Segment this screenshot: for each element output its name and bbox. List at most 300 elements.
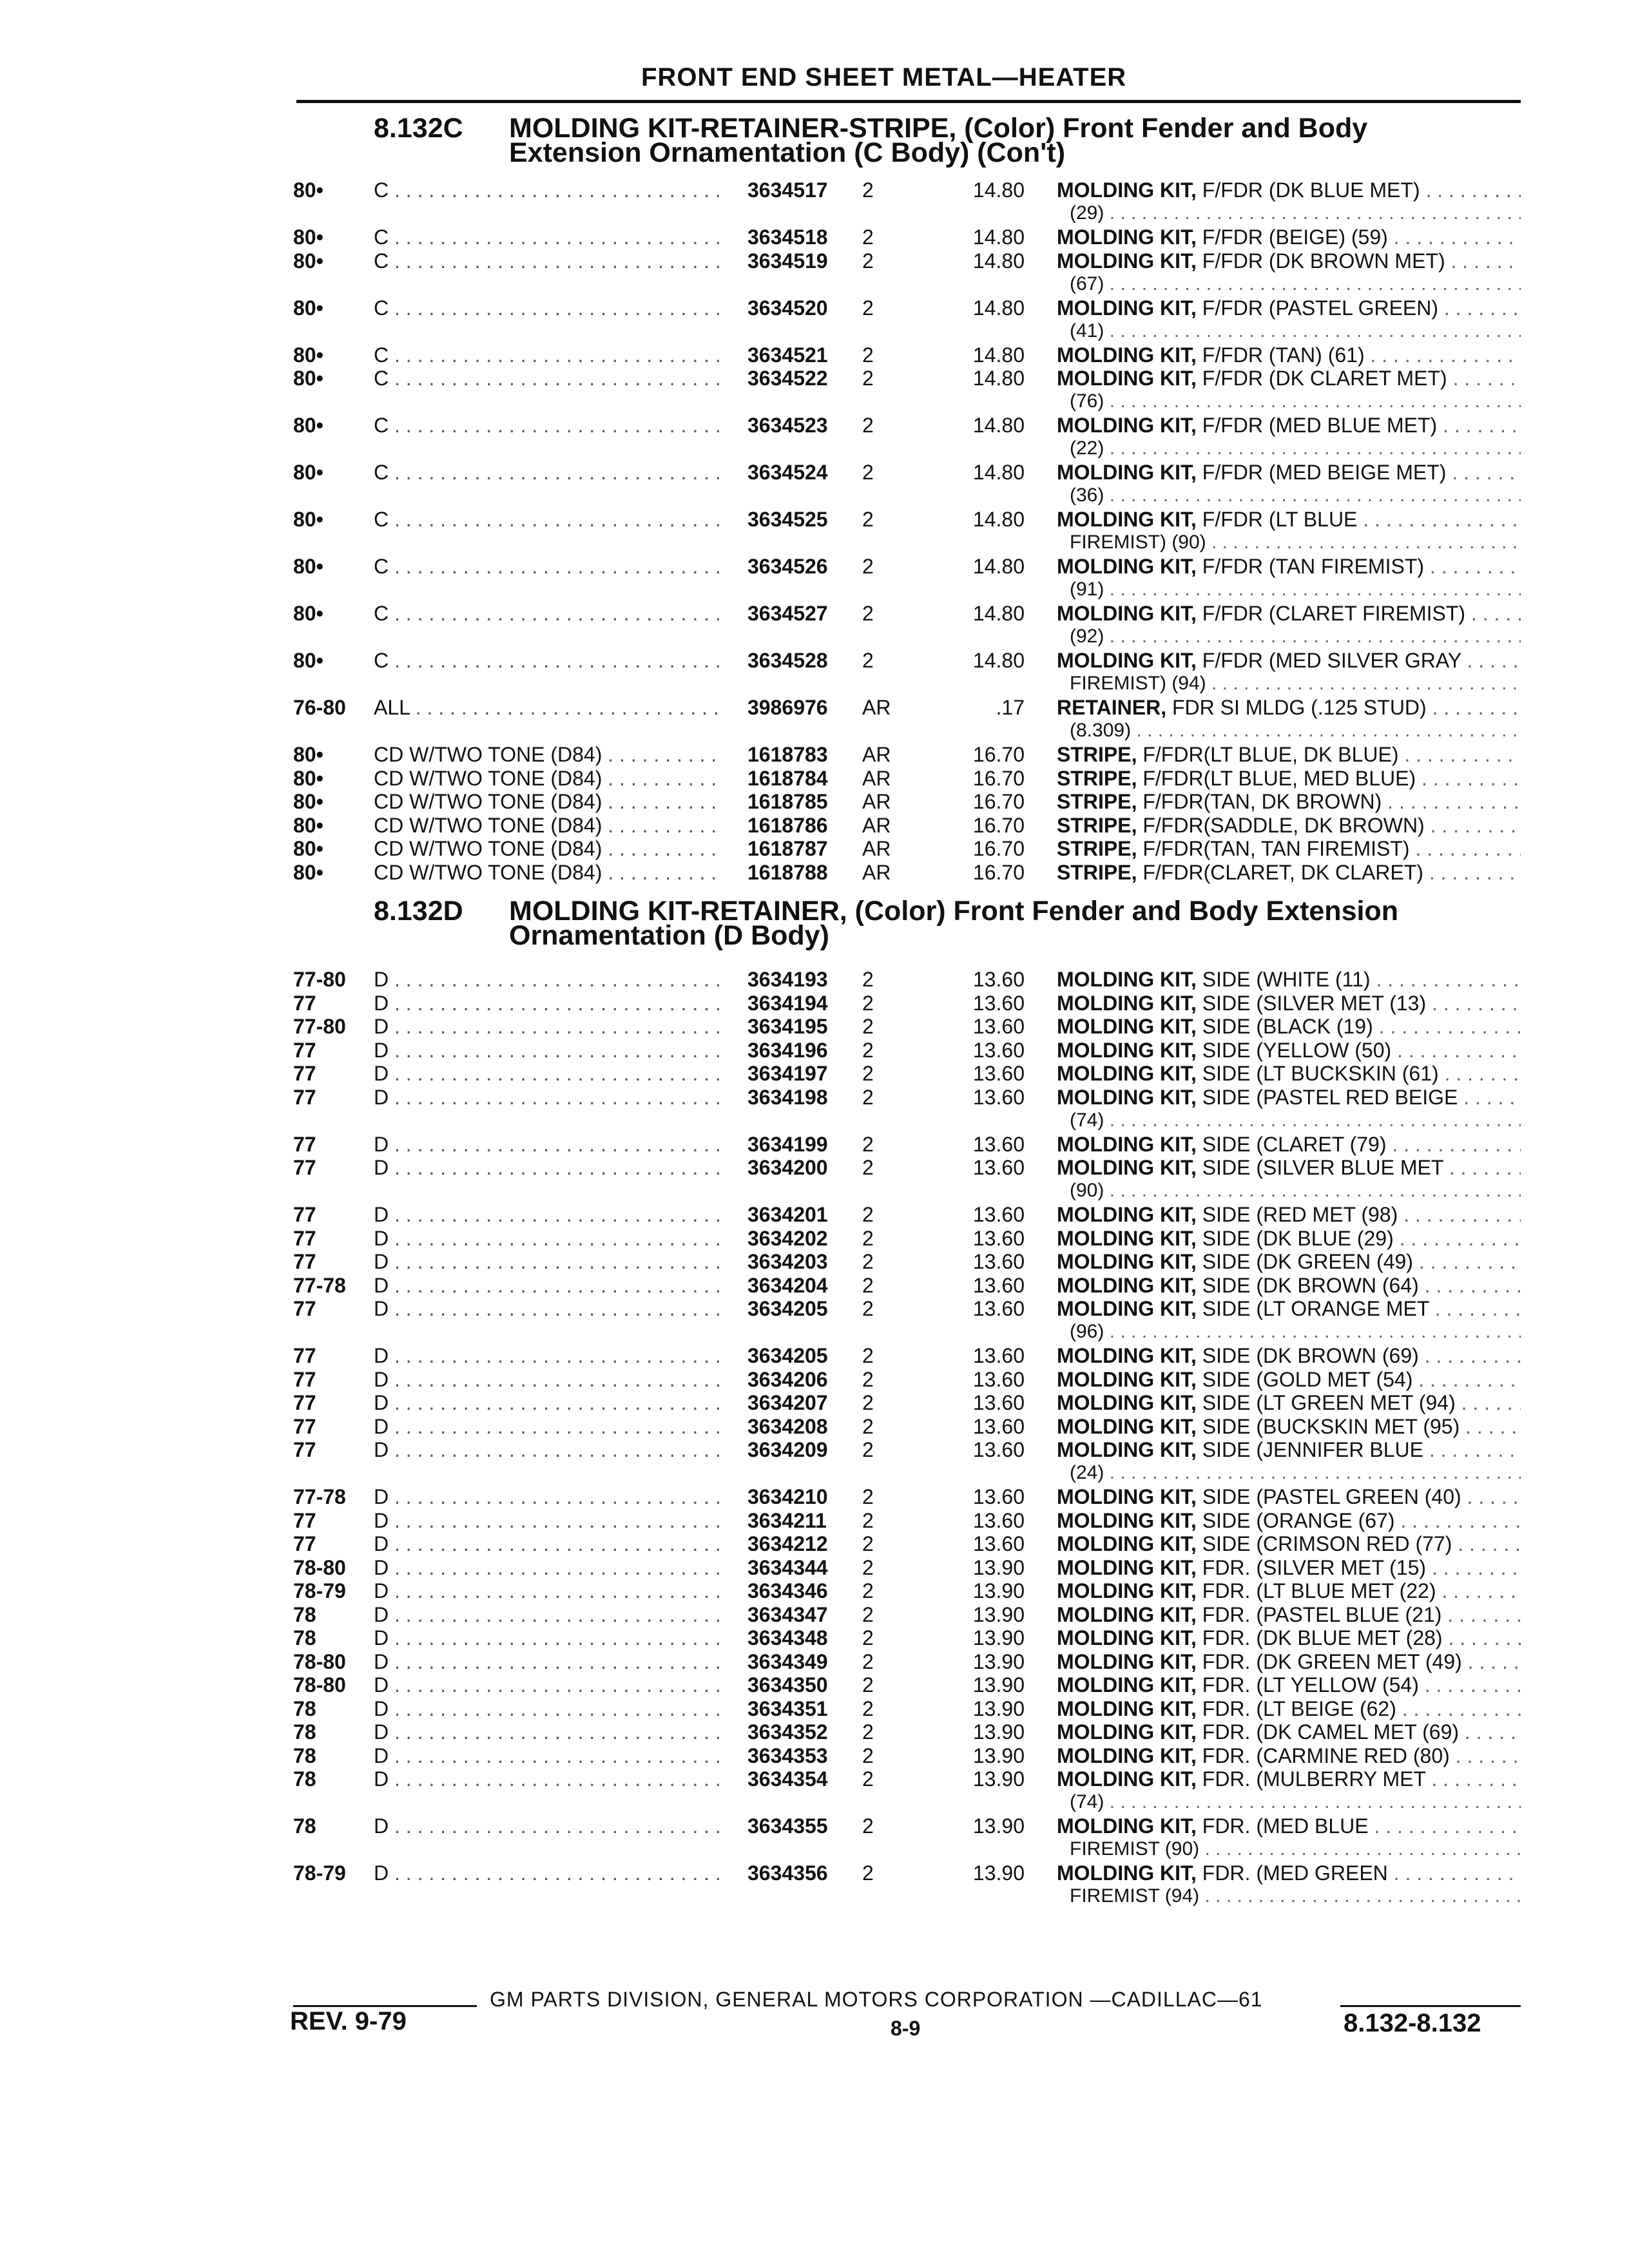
part-name: STRIPE, [1057, 837, 1137, 860]
part-number: 3986976 [747, 696, 828, 719]
list-price: 16.70 [972, 861, 1025, 884]
body-style: CD W/TWO TONE (D84) . . . [374, 837, 722, 860]
part-name: STRIPE, [1057, 814, 1137, 837]
part-number: 1618785 [747, 790, 828, 813]
part-row [0, 1368, 1629, 1391]
part-detail: FDR SI MLDG (.125 STUD) [1166, 696, 1427, 719]
part-detail: F/FDR (TAN) (61) [1196, 343, 1365, 367]
part-row [0, 461, 1629, 506]
list-price: 13.60 [972, 1532, 1025, 1555]
section-title-line1: MOLDING KIT-RETAINER, (Color) Front Fender and Body Extension [509, 896, 1398, 927]
section-title-line1: MOLDING KIT-RETAINER-STRIPE, (Color) Front Fender and Body [509, 113, 1368, 144]
quantity: 2 [862, 1673, 874, 1696]
body-style: D . . . [374, 992, 722, 1015]
body-style: D . . . [374, 1626, 722, 1649]
quantity: 2 [862, 508, 874, 531]
list-price: 13.90 [972, 1767, 1025, 1791]
part-row [0, 1250, 1629, 1273]
part-number: 3634205 [747, 1344, 828, 1367]
model-year: 80• [293, 861, 323, 884]
part-name: STRIPE, [1057, 767, 1137, 790]
quantity: AR [862, 790, 891, 813]
body-style: CD W/TWO TONE (D84) . . . [374, 814, 722, 837]
part-row [0, 1744, 1629, 1767]
model-year: 80• [293, 555, 323, 578]
part-number: 3634200 [747, 1156, 828, 1179]
part-description [1057, 861, 1521, 884]
part-number: 1618786 [747, 814, 828, 837]
body-style: D . . . [374, 1438, 722, 1461]
part-name: MOLDING KIT, [1057, 968, 1197, 991]
part-description [1057, 1133, 1521, 1156]
part-row [0, 1673, 1629, 1696]
part-name: MOLDING KIT, [1057, 1344, 1197, 1367]
footer-rule-right [1340, 2005, 1521, 2007]
part-row [0, 1415, 1629, 1438]
part-detail: FDR. (SILVER MET (15) [1196, 1556, 1427, 1579]
quantity: 2 [862, 1697, 874, 1720]
part-description [1057, 1438, 1521, 1461]
part-number: 3634523 [747, 414, 828, 437]
part-description-continued: (74) . . . [1070, 1791, 1521, 1814]
list-price: 13.90 [972, 1603, 1025, 1626]
part-detail: F/FDR (LT BLUE [1196, 508, 1358, 531]
part-row [0, 1767, 1629, 1812]
quantity: 2 [862, 1368, 874, 1391]
part-row [0, 1509, 1629, 1532]
list-price: 14.80 [972, 226, 1025, 249]
part-detail: F/FDR (MED BEIGE MET) [1196, 461, 1447, 484]
quantity: 2 [862, 1297, 874, 1320]
quantity: 2 [862, 1767, 874, 1791]
body-style: C . . . [374, 461, 722, 484]
list-price: 13.90 [972, 1861, 1025, 1885]
body-style: D . . . [374, 1156, 722, 1179]
part-detail: FDR. (DK GREEN MET (49) [1196, 1650, 1462, 1673]
part-number: 3634204 [747, 1274, 828, 1297]
part-name: STRIPE, [1057, 743, 1137, 766]
part-number: 3634194 [747, 992, 828, 1015]
part-row [0, 343, 1629, 367]
model-year: 78 [293, 1744, 316, 1767]
part-row [0, 1438, 1629, 1483]
part-row [0, 1203, 1629, 1226]
part-description [1057, 1603, 1521, 1626]
list-price: 13.90 [972, 1673, 1025, 1696]
part-number: 1618783 [747, 743, 828, 766]
part-description [1057, 1556, 1521, 1579]
part-row [0, 1603, 1629, 1626]
part-number: 1618784 [747, 767, 828, 790]
quantity: 2 [862, 1415, 874, 1438]
list-price: 13.60 [972, 1415, 1025, 1438]
body-style: C . . . [374, 414, 722, 437]
model-year: 80• [293, 296, 323, 320]
body-style: D . . . [374, 1720, 722, 1744]
list-price: 13.60 [972, 968, 1025, 991]
part-detail: FDR. (LT BEIGE (62) [1196, 1697, 1396, 1720]
part-name: MOLDING KIT, [1057, 555, 1197, 578]
part-row [0, 1156, 1629, 1201]
body-style: D . . . [374, 1814, 722, 1838]
part-description-continued: (8.309) . . . [1070, 719, 1521, 742]
part-row [0, 1579, 1629, 1602]
section-range: 8.132-8.132 [1344, 2009, 1481, 2037]
model-year: 80• [293, 461, 323, 484]
quantity: 2 [862, 555, 874, 578]
model-year: 77 [293, 1086, 316, 1109]
part-number: 3634352 [747, 1720, 828, 1744]
quantity: 2 [862, 1556, 874, 1579]
quantity: 2 [862, 1720, 874, 1744]
part-name: MOLDING KIT, [1057, 343, 1197, 367]
part-name: MOLDING KIT, [1057, 1814, 1197, 1838]
model-year: 77-80 [293, 968, 346, 991]
model-year: 80• [293, 743, 323, 766]
part-description-continued: (96) . . . [1070, 1320, 1521, 1343]
part-row [0, 296, 1629, 341]
part-number: 3634211 [747, 1509, 827, 1532]
quantity: AR [862, 696, 891, 719]
model-year: 77-78 [293, 1485, 346, 1508]
list-price: 16.70 [972, 837, 1025, 860]
list-price: 13.60 [972, 992, 1025, 1015]
model-year: 77 [293, 1438, 316, 1461]
part-number: 3634524 [747, 461, 828, 484]
quantity: 2 [862, 1203, 874, 1226]
list-price: 13.90 [972, 1697, 1025, 1720]
part-description [1057, 1391, 1521, 1414]
part-description [1057, 226, 1521, 249]
part-name: MOLDING KIT, [1057, 1039, 1197, 1062]
part-number: 3634525 [747, 508, 828, 531]
part-row [0, 1039, 1629, 1062]
part-name: MOLDING KIT, [1057, 1861, 1197, 1885]
part-detail: SIDE (CLARET (79) [1196, 1133, 1387, 1156]
part-number: 3634350 [747, 1673, 828, 1696]
part-description [1057, 1368, 1521, 1391]
body-style: C . . . [374, 343, 722, 367]
model-year: 80• [293, 414, 323, 437]
part-row [0, 1861, 1629, 1907]
part-detail: SIDE (YELLOW (50) [1196, 1039, 1392, 1062]
part-description-continued: FIREMIST (94) . . . [1070, 1885, 1521, 1908]
quantity: 2 [862, 1814, 874, 1838]
part-row [0, 1274, 1629, 1297]
part-number: 3634517 [747, 178, 828, 202]
model-year: 80• [293, 178, 323, 202]
body-style: D . . . [374, 1556, 722, 1579]
list-price: 13.90 [972, 1579, 1025, 1602]
body-style: D . . . [374, 1133, 722, 1156]
part-name: MOLDING KIT, [1057, 1603, 1197, 1626]
quantity: 2 [862, 178, 874, 202]
model-year: 78-79 [293, 1579, 346, 1602]
body-style: CD W/TWO TONE (D84) . . . [374, 790, 722, 813]
list-price: 14.80 [972, 461, 1025, 484]
part-row [0, 1626, 1629, 1649]
model-year: 80• [293, 249, 323, 273]
part-detail: SIDE (SILVER MET (13) [1196, 992, 1427, 1015]
part-number: 3634518 [747, 226, 828, 249]
list-price: 16.70 [972, 814, 1025, 837]
part-description [1057, 1250, 1521, 1273]
part-detail: F/FDR (CLARET FIREMIST) [1196, 602, 1466, 625]
part-description [1057, 1415, 1521, 1438]
part-detail: FDR. (PASTEL BLUE (21) [1196, 1603, 1442, 1626]
model-year: 78 [293, 1720, 316, 1744]
part-name: MOLDING KIT, [1057, 1250, 1197, 1273]
model-year: 77 [293, 1509, 316, 1532]
body-style: D . . . [374, 1368, 722, 1391]
quantity: 2 [862, 649, 874, 672]
part-row [0, 1391, 1629, 1414]
part-row [0, 249, 1629, 294]
list-price: 13.90 [972, 1556, 1025, 1579]
part-detail: SIDE (DK BROWN (64) [1196, 1274, 1419, 1297]
part-name: RETAINER, [1057, 696, 1167, 719]
body-style: C . . . [374, 602, 722, 625]
body-style: D . . . [374, 1697, 722, 1720]
part-description [1057, 1039, 1521, 1062]
part-detail: FDR. (LT BLUE MET (22) [1196, 1579, 1436, 1602]
body-style: D . . . [374, 968, 722, 991]
list-price: 13.60 [972, 1274, 1025, 1297]
list-price: 13.60 [972, 1227, 1025, 1250]
part-detail: SIDE (DK GREEN (49) [1196, 1250, 1413, 1273]
part-description [1057, 1650, 1521, 1673]
part-detail: F/FDR(SADDLE, DK BROWN) [1137, 814, 1425, 837]
part-description [1057, 1203, 1521, 1226]
part-description [1057, 249, 1521, 273]
part-description [1057, 1697, 1521, 1720]
part-detail: SIDE (PASTEL GREEN (40) [1196, 1485, 1461, 1508]
list-price: 13.60 [972, 1485, 1025, 1508]
part-detail: SIDE (ORANGE (67) [1196, 1509, 1395, 1532]
quantity: 2 [862, 1579, 874, 1602]
part-name: MOLDING KIT, [1057, 1532, 1197, 1555]
part-name: MOLDING KIT, [1057, 1227, 1197, 1250]
model-year: 78 [293, 1697, 316, 1720]
quantity: AR [862, 743, 891, 766]
list-price: 13.60 [972, 1203, 1025, 1226]
part-row [0, 178, 1629, 224]
part-name: MOLDING KIT, [1057, 461, 1197, 484]
part-number: 3634354 [747, 1767, 828, 1791]
model-year: 80• [293, 367, 323, 390]
part-row [0, 992, 1629, 1015]
part-description [1057, 1861, 1521, 1885]
quantity: AR [862, 767, 891, 790]
quantity: 2 [862, 1603, 874, 1626]
part-number: 3634196 [747, 1039, 828, 1062]
list-price: 13.60 [972, 1039, 1025, 1062]
model-year: 77 [293, 992, 316, 1015]
part-row [0, 1697, 1629, 1720]
part-number: 3634208 [747, 1415, 828, 1438]
part-name: MOLDING KIT, [1057, 226, 1197, 249]
part-name: MOLDING KIT, [1057, 1062, 1197, 1085]
part-number: 3634210 [747, 1485, 828, 1508]
part-description [1057, 1767, 1521, 1791]
model-year: 77 [293, 1368, 316, 1391]
part-description [1057, 461, 1521, 484]
part-name: MOLDING KIT, [1057, 992, 1197, 1015]
part-number: 1618788 [747, 861, 828, 884]
part-row [0, 696, 1629, 741]
part-detail: FDR. (LT YELLOW (54) [1196, 1673, 1419, 1696]
part-detail: F/FDR(LT BLUE, DK BLUE) [1137, 743, 1399, 766]
part-detail: F/FDR (DK CLARET MET) [1196, 367, 1447, 390]
part-detail: SIDE (DK BLUE (29) [1196, 1227, 1394, 1250]
part-detail: SIDE (LT ORANGE MET [1196, 1297, 1429, 1320]
part-detail: SIDE (PASTEL RED BEIGE [1196, 1086, 1458, 1109]
part-row [0, 1344, 1629, 1367]
model-year: 80• [293, 602, 323, 625]
part-number: 3634205 [747, 1297, 828, 1320]
part-description [1057, 1297, 1521, 1320]
model-year: 80• [293, 814, 323, 837]
quantity: 2 [862, 1344, 874, 1367]
part-description [1057, 1626, 1521, 1649]
part-name: MOLDING KIT, [1057, 1133, 1197, 1156]
body-style: C . . . [374, 296, 722, 320]
part-name: MOLDING KIT, [1057, 249, 1197, 273]
part-name: STRIPE, [1057, 790, 1137, 813]
part-row [0, 861, 1629, 884]
body-style: D . . . [374, 1861, 722, 1885]
part-row [0, 1485, 1629, 1508]
quantity: 2 [862, 249, 874, 273]
part-row [0, 1532, 1629, 1555]
quantity: AR [862, 861, 891, 884]
body-style: D . . . [374, 1532, 722, 1555]
part-number: 3634353 [747, 1744, 828, 1767]
part-name: MOLDING KIT, [1057, 1767, 1197, 1791]
model-year: 80• [293, 508, 323, 531]
part-description [1057, 508, 1521, 531]
model-year: 77 [293, 1062, 316, 1085]
model-year: 77-80 [293, 1015, 346, 1038]
part-description [1057, 1532, 1521, 1555]
part-detail: SIDE (BUCKSKIN MET (95) [1196, 1415, 1460, 1438]
quantity: 2 [862, 1086, 874, 1109]
part-detail: SIDE (RED MET (98) [1196, 1203, 1398, 1226]
part-description [1057, 1274, 1521, 1297]
model-year: 80• [293, 837, 323, 860]
part-description-continued: (24) . . . [1070, 1461, 1521, 1485]
part-description [1057, 649, 1521, 672]
list-price: 13.60 [972, 1344, 1025, 1367]
list-price: 14.80 [972, 367, 1025, 390]
list-price: 13.90 [972, 1626, 1025, 1649]
part-row [0, 743, 1629, 766]
list-price: 14.80 [972, 508, 1025, 531]
list-price: 13.60 [972, 1133, 1025, 1156]
quantity: 2 [862, 1062, 874, 1085]
part-name: MOLDING KIT, [1057, 1697, 1197, 1720]
part-description [1057, 1086, 1521, 1109]
part-row [0, 968, 1629, 991]
body-style: D . . . [374, 1015, 722, 1038]
part-detail: SIDE (DK BROWN (69) [1196, 1344, 1419, 1367]
body-style: C . . . [374, 555, 722, 578]
part-description-continued: (92) . . . [1070, 625, 1521, 648]
part-row [0, 602, 1629, 647]
section-title-line2: Extension Ornamentation (C Body) (Con't) [509, 137, 1066, 168]
model-year: 80• [293, 226, 323, 249]
part-description-continued: (41) . . . [1070, 320, 1521, 343]
list-price: 13.60 [972, 1015, 1025, 1038]
list-price: 14.80 [972, 296, 1025, 320]
part-description [1057, 992, 1521, 1015]
part-detail: SIDE (CRIMSON RED (77) [1196, 1532, 1452, 1555]
body-style: D . . . [374, 1297, 722, 1320]
part-description [1057, 1485, 1521, 1508]
part-description [1057, 743, 1521, 766]
part-name: MOLDING KIT, [1057, 1297, 1197, 1320]
part-name: MOLDING KIT, [1057, 296, 1197, 320]
section-number: 8.132C [374, 113, 463, 144]
list-price: 13.60 [972, 1297, 1025, 1320]
body-style: D . . . [374, 1744, 722, 1767]
quantity: 2 [862, 1438, 874, 1461]
model-year: 76-80 [293, 696, 346, 719]
part-number: 3634349 [747, 1650, 828, 1673]
model-year: 80• [293, 767, 323, 790]
part-description-continued: FIREMIST) (90) . . . [1070, 531, 1521, 554]
body-style: C . . . [374, 508, 722, 531]
part-name: MOLDING KIT, [1057, 508, 1197, 531]
quantity: 2 [862, 1156, 874, 1179]
part-row [0, 226, 1629, 249]
part-detail: SIDE (GOLD MET (54) [1196, 1368, 1413, 1391]
quantity: 2 [862, 1227, 874, 1250]
part-description [1057, 1227, 1521, 1250]
part-name: MOLDING KIT, [1057, 1509, 1197, 1532]
part-name: MOLDING KIT, [1057, 1156, 1197, 1179]
part-description-continued: (76) . . . [1070, 390, 1521, 413]
model-year: 77 [293, 1227, 316, 1250]
part-row [0, 1227, 1629, 1250]
part-detail: FDR. (MULBERRY MET [1196, 1767, 1426, 1791]
part-row [0, 1297, 1629, 1342]
body-style: D . . . [374, 1250, 722, 1273]
model-year: 80• [293, 649, 323, 672]
part-number: 3634355 [747, 1814, 828, 1838]
list-price: 13.60 [972, 1062, 1025, 1085]
quantity: 2 [862, 992, 874, 1015]
part-name: MOLDING KIT, [1057, 1391, 1197, 1414]
section-title-line2: Ornamentation (D Body) [509, 920, 829, 951]
part-row [0, 1556, 1629, 1579]
model-year: 77 [293, 1203, 316, 1226]
part-detail: F/FDR (DK BLUE MET) [1196, 178, 1420, 202]
body-style: D . . . [374, 1415, 722, 1438]
part-number: 3634203 [747, 1250, 828, 1273]
part-description [1057, 814, 1521, 837]
page-title: FRONT END SHEET METAL—HEATER [641, 63, 1127, 91]
section-number: 8.132D [374, 896, 463, 927]
part-name: MOLDING KIT, [1057, 1438, 1197, 1461]
part-name: MOLDING KIT, [1057, 602, 1197, 625]
body-style: D . . . [374, 1485, 722, 1508]
body-style: ALL . . . [374, 696, 722, 719]
part-name: MOLDING KIT, [1057, 1556, 1197, 1579]
model-year: 77 [293, 1156, 316, 1179]
body-style: D . . . [374, 1039, 722, 1062]
list-price: .17 [996, 696, 1025, 719]
